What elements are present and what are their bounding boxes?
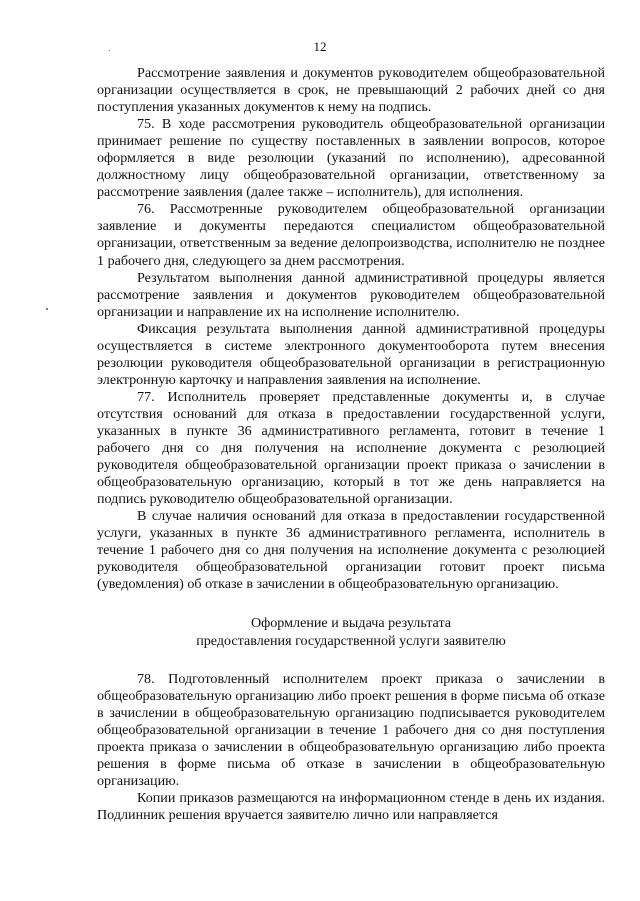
paragraph-75: 75. В ходе рассмотрения руководитель общеобразовательной организации принимает решение по существу поставленных в заявлении вопросов, которое оформляется в виде резолюции (указаний по исполнению), адресованной должностному лицу общеобразовательной организации, ответственному за рассмотрение заявления (далее также – исполнитель), для исполнения.	[97, 116, 605, 201]
paragraph-76: 76. Рассмотренные руководителем общеобразовательной организации заявление и документы передаются специалистом общеобразовательной организации, ответственным за ведение делопроизводства, исполнителю не позднее 1 рабочего дня, следующего за днем рассмотрения.	[97, 201, 605, 269]
paragraph-review-deadline: Рассмотрение заявления и документов руководителем общеобразовательной организации осуществляется в срок, не превышающий 2 рабочих дней со дня поступления указанных документов к нему на подпись.	[97, 65, 605, 116]
document-body	[97, 65, 605, 824]
section-heading-line-2: предоставления государственной услуги заявителю	[196, 632, 506, 649]
paragraph-77: 77. Исполнитель проверяет представленные документы и, в случае отсутствия оснований для отказа в предоставлении государственной услуги, указанных в пункте 36 административного регламента, готовит в течение 1 рабочего дня со дня получения на исполнение документа с резолюцией руководителя общеобразовательной организации проект приказа о зачислении в общеобразовательную организацию, который в тот же день направляется на подпись руководителю общеобразовательной организации.	[97, 388, 605, 508]
paragraph-order-copies: Копии приказов размещаются на информационном стенде в день их издания. Подлинник решения вручается заявителю лично или направляется	[97, 789, 605, 823]
scan-speck	[46, 308, 48, 310]
paragraph-result-recording: Фиксация результата выполнения данной административной процедуры осуществляется в системе электронного документооборота путем внесения резолюции руководителя общеобразовательной организации в регистрационную электронную карточку и направления заявления на исполнение.	[97, 320, 605, 388]
paragraph-refusal-grounds: В случае наличия оснований для отказа в предоставлении государственной услуги, указанных в пункте 36 административного регламента, исполнитель в течение 1 рабочего дня со дня получения на исполнение документа с резолюцией руководителя общеобразовательной организации готовит проект письма (уведомления) об отказе в зачислении в общеобразовательную организацию.	[97, 508, 605, 593]
scan-speck	[109, 50, 110, 51]
page-number: 12	[313, 39, 327, 54]
paragraph-78: 78. Подготовленный исполнителем проект приказа о зачислении в общеобразовательную организацию либо проект решения в форме письма об отказе в зачислении в общеобразовательную организацию подписывается руководителем общеобразовательной организации в течение 1 рабочего дня со дня поступления проекта приказа о зачислении в общеобразовательную организацию либо проекта решения в форме письма об отказе в зачислении в общеобразовательную организацию.	[97, 670, 605, 789]
section-heading-line-1: Оформление и выдача результата	[250, 615, 452, 632]
paragraph-procedure-result: Результатом выполнения данной административной процедуры является рассмотрение заявления и документов руководителем общеобразовательной организации и направление их на исполнение исполнителю.	[97, 269, 605, 320]
section-heading	[97, 615, 605, 649]
